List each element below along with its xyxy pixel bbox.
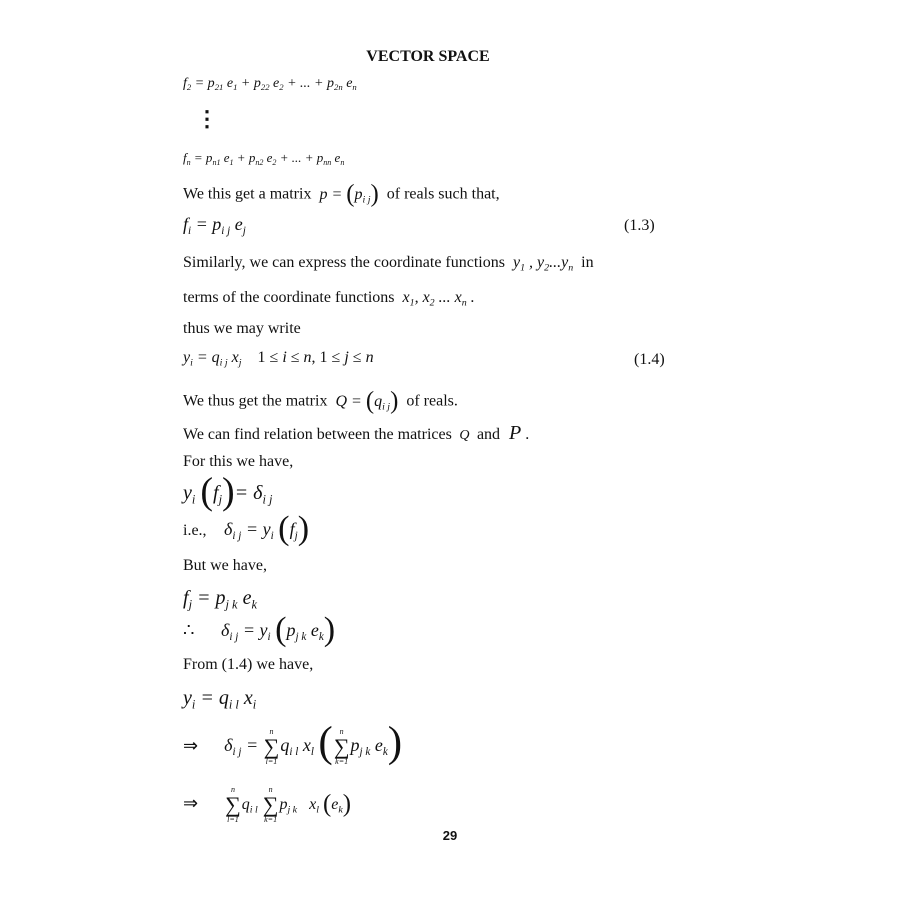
text-matrix-end: of reals such that, bbox=[386, 185, 500, 203]
math-p-pij: $p = (p_{i j})$ bbox=[315, 180, 379, 207]
paragraph-similarly bbox=[183, 254, 594, 272]
text-ie: i.e., bbox=[183, 522, 207, 539]
page-number: 29 bbox=[442, 828, 458, 843]
vertical-ellipsis: ⋮ bbox=[196, 106, 218, 131]
math-delta-y-pjk: $\delta_{i j} = y_i$ ($p_{j k}$ $e_k$) bbox=[198, 611, 336, 649]
equation-number-1-4: (1.4) bbox=[634, 351, 665, 368]
equation-fn: $f_n = p_{n1}$ $e_1 + p_{n2}$ $e_2$ + ... + $p_{nn}$ $e_n$ bbox=[183, 150, 345, 167]
paragraph-for-this: For this we have, bbox=[183, 453, 294, 470]
math-delta-y-f: $\delta_{i j} = y_i$ $(f_j)$ bbox=[210, 510, 310, 548]
math-p: P bbox=[504, 422, 522, 444]
equation-number-1-3: (1.3) bbox=[624, 217, 655, 234]
paragraph-thus: thus we may write bbox=[183, 320, 301, 337]
line-implies-1 bbox=[183, 719, 403, 767]
paragraph-terms bbox=[183, 289, 475, 307]
text-relation: We can find relation between the matrices bbox=[183, 426, 452, 443]
math-q-qij: $Q = (q_{i j})$ bbox=[331, 387, 399, 414]
paragraph-matrix-p bbox=[183, 180, 500, 208]
therefore-symbol: ∴ bbox=[183, 620, 195, 640]
text-get-q: We thus get the matrix bbox=[183, 392, 328, 410]
text-get-q-end: of reals. bbox=[406, 392, 458, 410]
math-x-list: $x_1$, $x_2$ ... $x_n$ . bbox=[398, 289, 475, 309]
equation-fj-pjk-ek: $f_j = p_{j k}$ $e_k$ bbox=[183, 587, 257, 612]
text-matrix: We this get a matrix bbox=[183, 185, 312, 203]
summation-l-2: n ∑ l=1 bbox=[225, 785, 241, 824]
equation-1-3: $f_i = p_{i j}$ $e_j$ bbox=[183, 214, 246, 237]
text-terms: terms of the coordinate functions bbox=[183, 289, 395, 306]
paragraph-from-14: From (1.4) we have, bbox=[183, 656, 314, 673]
summation-l: n ∑ l=1 bbox=[263, 727, 280, 766]
paragraph-relation: We can find relation between the matrices Q and P . bbox=[183, 422, 530, 444]
page-title: VECTOR SPACE bbox=[366, 48, 490, 65]
math-sum-product: n ∑ l=1 $q_{i l}$ n ∑ k=1 $p_{j k}$ $x_l$ $(e_k)$ bbox=[225, 785, 352, 824]
implies-symbol: ⇒ bbox=[183, 735, 199, 756]
equation-y-f-delta: $y_i$ $(f_j)= \delta_{i j}$ bbox=[183, 470, 273, 513]
text-similarly: Similarly, we can express the coordinate functions bbox=[183, 254, 505, 271]
paragraph-but: But we have, bbox=[183, 557, 267, 574]
summation-k-2: n ∑ k=1 bbox=[262, 785, 279, 824]
text-and: and bbox=[476, 426, 501, 443]
line-ie bbox=[183, 510, 310, 548]
implies-symbol-2: ⇒ bbox=[183, 792, 199, 813]
equation-f2: $f_2 = p_{21}$ $e_1 + p_{22}$ $e_2$ + ... + $p_{2n}$ $e_n$ bbox=[183, 76, 357, 93]
paragraph-matrix-q bbox=[183, 387, 458, 415]
summation-k: n ∑ k=1 bbox=[333, 727, 350, 766]
line-therefore bbox=[183, 611, 336, 649]
math-delta-double-sum: $\delta_{i j}$ = n ∑ l=1 $q_{i l}$ $x_l$ ( n ∑ k=1 $p_{j k}$ $e_k$) bbox=[224, 719, 403, 767]
math-q: Q bbox=[455, 428, 473, 443]
line-implies-2 bbox=[183, 786, 351, 824]
equation-1-4: $y_i = q_{i j}$ $x_j$ 1 ≤ i ≤ n, 1 ≤ j ≤ n bbox=[183, 349, 374, 369]
text-in: in bbox=[581, 254, 594, 271]
equation-y-qil-x: $y_i = q_{i l}$ $x_i$ bbox=[183, 687, 257, 712]
math-y-list: $y_1$ , $y_2...y_n$ bbox=[508, 254, 574, 274]
